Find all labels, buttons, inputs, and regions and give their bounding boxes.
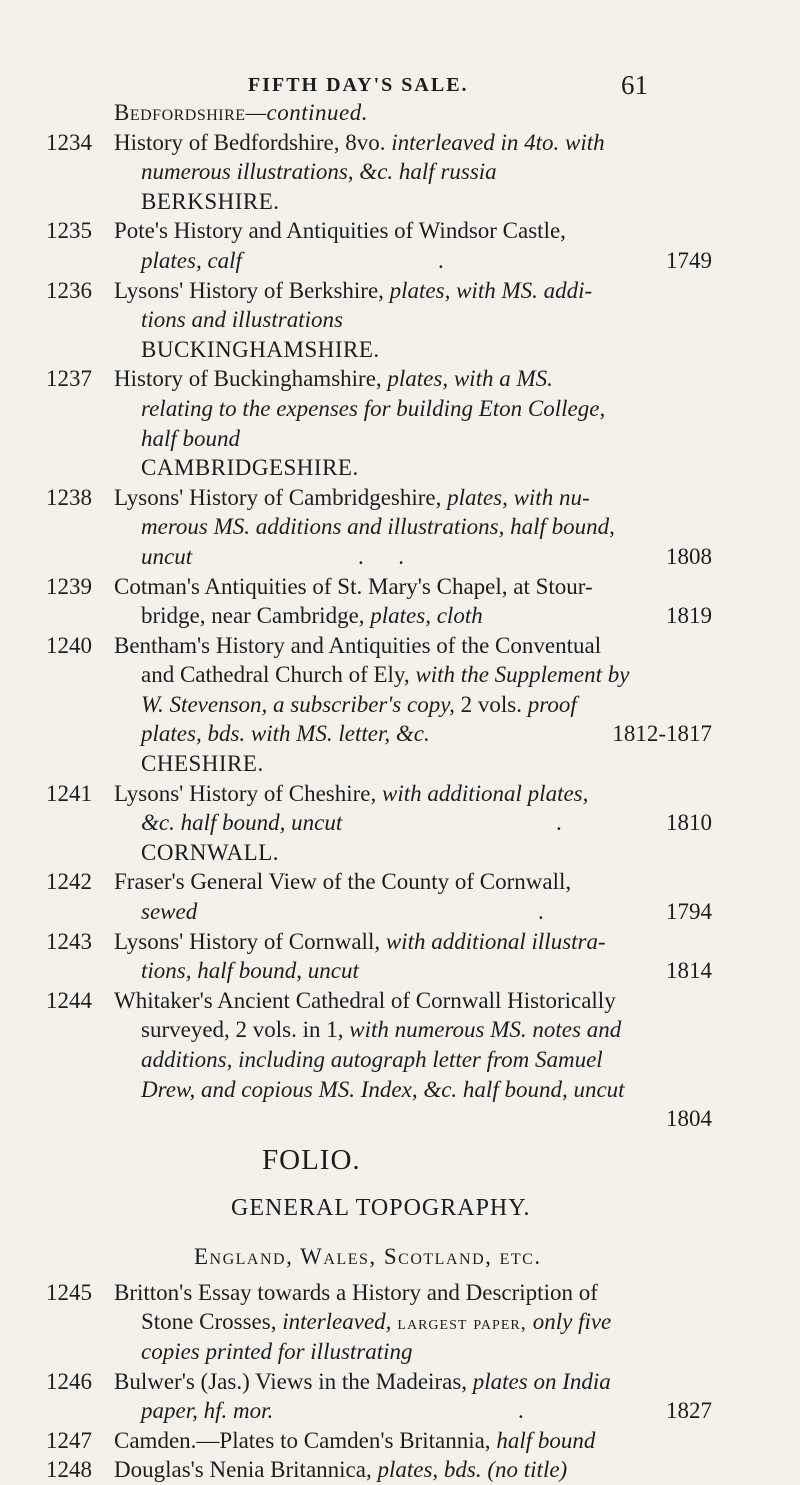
- lot-note: plates, with MS. addi-: [389, 277, 593, 303]
- continued-label: —continued.: [245, 100, 368, 125]
- lot-note: interleaved in 4to. with: [391, 129, 605, 155]
- lot-entry: [46, 1455, 726, 1485]
- lot-text: Camden.—Plates to Camden's Britannia,: [114, 1427, 497, 1453]
- lot-entry: [46, 128, 726, 158]
- lot-number: 1241: [46, 780, 92, 806]
- leader-dot: . .: [358, 543, 404, 569]
- lot-date: 1794: [666, 899, 712, 925]
- lot-text: Stone Crosses,: [141, 1309, 283, 1335]
- lot-note: plates, with a MS.: [387, 366, 553, 392]
- lot-note: with additional illustra-: [385, 928, 606, 954]
- lot-note: sewed: [141, 899, 198, 925]
- county-heading: BUCKINGHAMSHIRE.: [141, 336, 380, 362]
- lot-entry: [46, 631, 726, 661]
- lot-number: 1236: [46, 277, 92, 303]
- leader-dot: .: [538, 899, 544, 925]
- lot-note: uncut: [141, 543, 193, 569]
- lot-text: bridge, near Cambridge,: [141, 603, 371, 629]
- lot-number: 1237: [46, 366, 92, 392]
- lot-note: plates, cloth: [370, 603, 483, 629]
- lot-note: W. Stevenson, a subscriber's copy,: [141, 691, 455, 717]
- lot-note: copies printed for illustrating: [141, 1338, 413, 1364]
- lot-text: Douglas's Nenia Britannica,: [114, 1457, 378, 1483]
- lot-number: 1240: [46, 632, 92, 658]
- lot-text: Lysons' History of Cornwall,: [114, 928, 386, 954]
- lot-number: 1242: [46, 869, 92, 895]
- lot-note: merous MS. additions and illustrations, half bound,: [141, 514, 615, 540]
- lot-note: plates, bds. (no title): [377, 1457, 568, 1483]
- lot-entry: [46, 1367, 726, 1397]
- lot-text: Lysons' History of Cambridgeshire,: [114, 484, 448, 510]
- lot-text: surveyed, 2 vols. in 1,: [141, 1017, 350, 1043]
- lot-text: Bulwer's (Jas.) Views in the Madeiras,: [114, 1368, 473, 1394]
- lot-note: proof: [527, 691, 577, 717]
- lot-text: Fraser's General View of the County of Cornwall,: [114, 869, 572, 895]
- lot-date: 1819: [666, 603, 712, 629]
- lot-entry: [46, 927, 726, 957]
- lot-note: tions and illustrations: [141, 307, 343, 333]
- lot-date: 1810: [666, 810, 712, 836]
- lot-number: 1243: [46, 928, 92, 954]
- lot-note: half bound: [496, 1427, 596, 1453]
- lot-entry: [46, 779, 726, 809]
- lot-number: 1238: [46, 484, 92, 510]
- lot-note: Drew, and copious MS. Index, &c. half bound, uncut: [141, 1076, 625, 1102]
- lot-text: Britton's Essay towards a History and Description of: [114, 1279, 598, 1305]
- lot-note: only five: [532, 1309, 612, 1335]
- lot-text: Whitaker's Ancient Cathedral of Cornwall Historically: [114, 987, 616, 1013]
- lot-text: Bentham's History and Antiquities of the Conventual: [114, 632, 602, 658]
- lot-date: 1808: [666, 543, 712, 569]
- lot-number: 1248: [46, 1457, 92, 1483]
- section-heading-continued: [46, 98, 726, 128]
- lot-text: Lysons' History of Cheshire,: [114, 780, 382, 806]
- lot-note: with numerous MS. notes and: [349, 1017, 622, 1043]
- folio-heading: FOLIO.: [262, 1143, 361, 1176]
- lot-entry: [46, 986, 726, 1016]
- lot-number: 1244: [46, 987, 92, 1013]
- lot-note: paper, hf. mor.: [141, 1398, 274, 1424]
- region-heading: England, Wales, Scotland, etc.: [194, 1243, 542, 1269]
- running-head-title: FIFTH DAY'S SALE.: [248, 74, 469, 96]
- lot-text: Lysons' History of Berkshire,: [114, 277, 390, 303]
- catalogue-body: [46, 98, 726, 1485]
- lot-entry: [46, 216, 726, 246]
- county-heading: Bedfordshire: [114, 100, 246, 125]
- county-heading: BERKSHIRE.: [141, 188, 280, 214]
- lot-text: History of Buckinghamshire,: [114, 366, 388, 392]
- county-heading: CHESHIRE.: [141, 751, 264, 777]
- lot-date: 1749: [666, 247, 712, 273]
- lot-note: plates on India: [472, 1368, 611, 1394]
- lot-entry: [46, 483, 726, 513]
- lot-entry: [46, 1426, 726, 1456]
- lot-paper-size: largest paper,: [391, 1312, 533, 1335]
- lot-date: 1812-1817: [612, 721, 712, 747]
- page-number: 61: [621, 70, 648, 100]
- lot-note: with additional plates,: [382, 780, 589, 806]
- lot-date: 1827: [666, 1398, 712, 1424]
- lot-entry: [46, 364, 726, 394]
- lot-number: 1245: [46, 1279, 92, 1305]
- general-topography-heading: GENERAL TOPOGRAPHY.: [231, 1194, 531, 1221]
- lot-note: tions, half bound, uncut: [141, 958, 359, 984]
- lot-date: 1814: [666, 958, 712, 984]
- lot-text: History of Bedfordshire, 8vo.: [114, 129, 392, 155]
- lot-note: plates, with nu-: [447, 484, 590, 510]
- lot-date: 1804: [666, 1106, 712, 1132]
- lot-note: plates, calf: [141, 247, 242, 273]
- lot-entry: [46, 867, 726, 897]
- county-heading: CAMBRIDGESHIRE.: [141, 455, 359, 481]
- lot-note: &c. half bound, uncut: [141, 810, 343, 836]
- lot-entry: [46, 276, 726, 306]
- lot-entry: [46, 572, 726, 602]
- lot-note: half bound: [141, 425, 241, 451]
- lot-note: plates, bds. with MS. letter, &c.: [141, 721, 430, 747]
- lot-number: 1235: [46, 218, 92, 244]
- lot-number: 1239: [46, 573, 92, 599]
- lot-number: 1246: [46, 1368, 92, 1394]
- lot-note: additions, including autograph letter from Samuel: [141, 1047, 603, 1072]
- lot-note: interleaved,: [282, 1309, 392, 1335]
- lot-text: and Cathedral Church of Ely,: [141, 662, 416, 688]
- lot-note: with the Supplement by: [415, 662, 630, 688]
- leader-dot: .: [518, 1398, 524, 1424]
- leader-dot: .: [438, 247, 444, 273]
- lot-number: 1234: [46, 129, 92, 155]
- lot-text: Cotman's Antiquities of St. Mary's Chapel, at Stour-: [114, 573, 593, 599]
- lot-number: 1247: [46, 1427, 92, 1453]
- county-heading: CORNWALL.: [141, 839, 280, 865]
- lot-entry: [46, 1278, 726, 1308]
- lot-text: 2 vols.: [454, 691, 528, 717]
- lot-note: numerous illustrations, &c. half russia: [141, 159, 497, 185]
- leader-dot: .: [556, 810, 562, 836]
- lot-note: relating to the expenses for building Eton College,: [141, 395, 606, 421]
- lot-text: Pote's History and Antiquities of Windsor Castle,: [114, 218, 566, 244]
